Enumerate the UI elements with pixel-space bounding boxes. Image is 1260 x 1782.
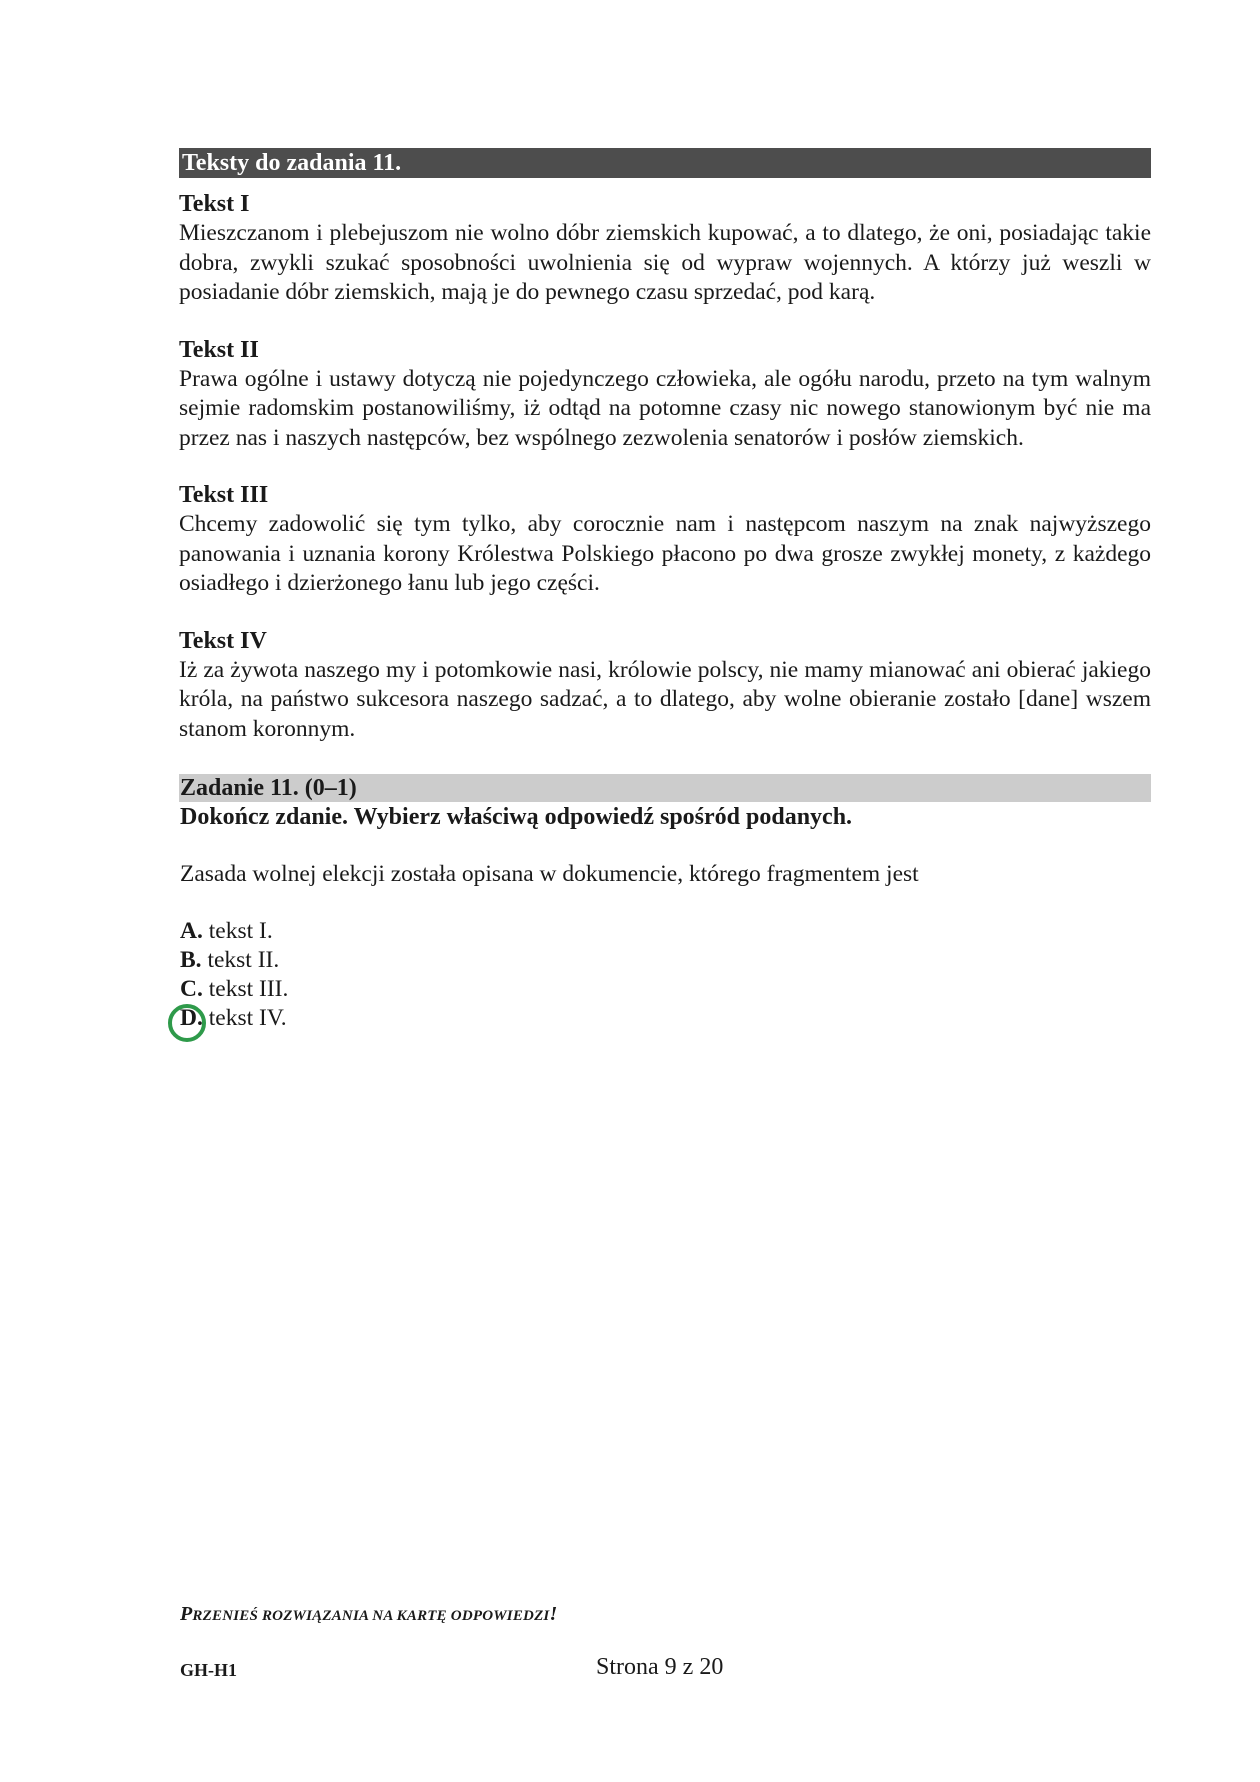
text-block-3: [179, 481, 1151, 599]
exam-page: [179, 148, 1151, 1033]
option-text: tekst IV.: [208, 1005, 287, 1031]
answer-option-b[interactable]: [180, 946, 1151, 975]
exam-code: GH-H1: [180, 1660, 237, 1680]
option-text: tekst II.: [207, 947, 280, 973]
section-header: Teksty do zadania 11.: [179, 148, 1151, 178]
text-title: Tekst IV: [179, 627, 267, 654]
text-title: Tekst II: [179, 336, 259, 363]
text-title: Tekst I: [179, 191, 250, 217]
text-block-2: [179, 336, 1151, 454]
text-body: Prawa ogólne i ustawy dotyczą nie pojedynczego człowieka, ale ogółu narodu, przeto na tym walnym sejmie radomskim postanowiliśmy, iż odtąd na potomne czasy nic nowego stanowionym być nie ma przez nas i naszych następców, bez wspólnego zezwolenia senatorów i posłów ziemskich.: [179, 365, 1151, 451]
answer-option-a[interactable]: [180, 917, 1151, 946]
text-title: Tekst III: [179, 482, 269, 508]
option-letter: D.: [180, 1005, 203, 1031]
option-letter: A.: [180, 918, 203, 944]
option-letter: B.: [180, 947, 202, 973]
text-body: Iż za żywota naszego my i potomkowie nasi, królowie polscy, nie mamy mianować ani obierać jakiego króla, na państwo sukcesora naszego sadzać, a to dlatego, aby wolne obieranie zostało [dane] wszem stanom koronnym.: [179, 656, 1151, 742]
text-body: Mieszczanom i plebejuszom nie wolno dóbr ziemskich kupować, a to dlatego, że oni, posiadając takie dobra, zwykli szukać sposobności uwolnienia się od wypraw wojennych. A którzy już weszli w posiadanie dóbr ziemskich, mają je do pewnego czasu sprzedać, pod karą.: [179, 220, 1151, 305]
answer-option-d[interactable]: [180, 1004, 1151, 1033]
task-question: Zasada wolnej elekcji została opisana w dokumencie, którego fragmentem jest: [180, 861, 919, 887]
task-header: Zadanie 11. (0–1): [179, 774, 1151, 802]
answer-circle-mark: [168, 1004, 206, 1042]
text-body: Chcemy zadowolić się tym tylko, aby corocznie nam i następcom naszym na znak najwyższego panowania i uznania korony Królestwa Polskiego płacono po dwa grosze zwykłej monety, z każdego osiadłego i dzierżonego łanu lub jego części.: [179, 511, 1151, 596]
option-letter: C.: [180, 976, 203, 1002]
option-text: tekst I.: [208, 918, 273, 944]
text-block-4: [179, 627, 1151, 745]
task-instruction: Dokończ zdanie. Wybierz właściwą odpowiedź spośród podanych.: [180, 804, 853, 830]
text-block-1: [179, 190, 1151, 308]
answer-option-c[interactable]: [180, 975, 1151, 1004]
page-number: Strona 9 z 20: [596, 1654, 724, 1680]
transfer-answers-note: PRZENIEŚ ROZWIĄZANIA NA KARTĘ ODPOWIEDZI!: [180, 1603, 558, 1625]
option-text: tekst III.: [208, 976, 289, 1002]
answer-options: [180, 917, 1151, 1033]
